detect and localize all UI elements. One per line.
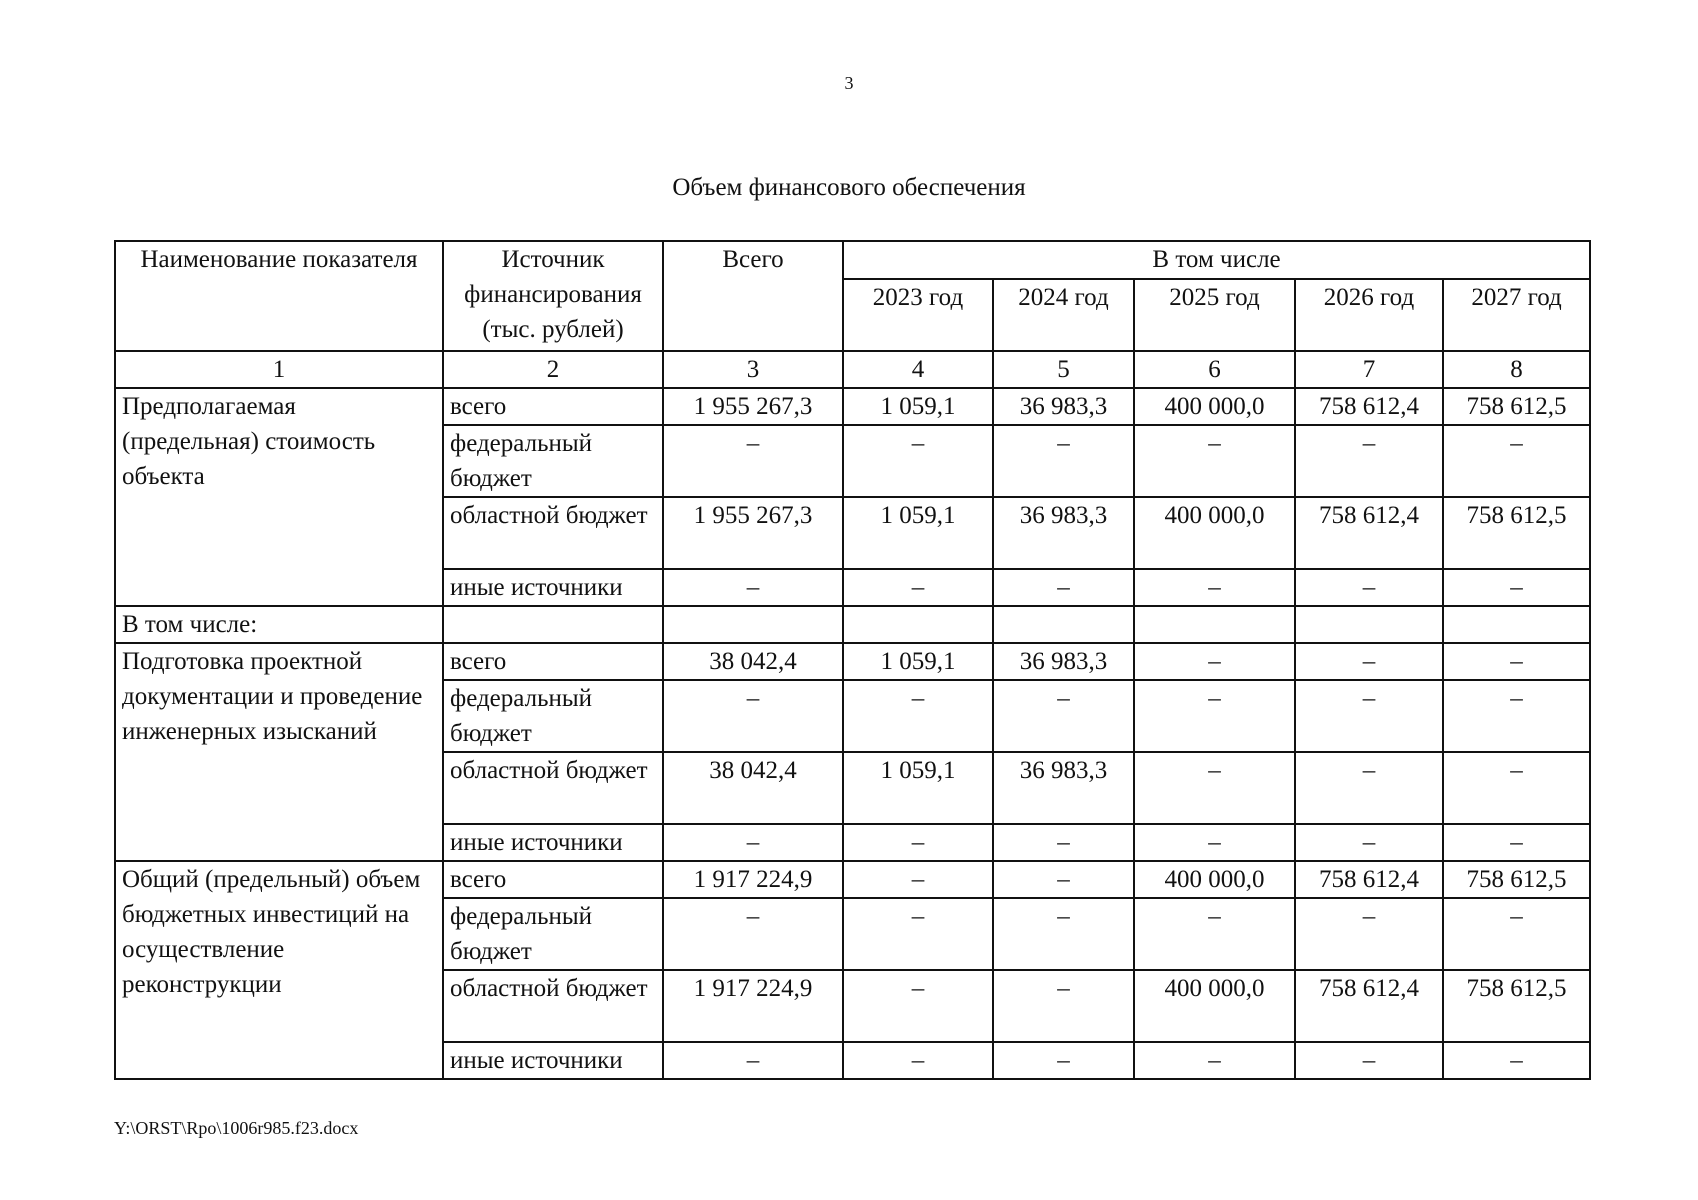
value-cell: 758 612,5 <box>1443 861 1590 898</box>
header-year: 2023 год <box>843 279 993 351</box>
value-cell: – <box>1295 425 1443 497</box>
value-cell: 758 612,4 <box>1295 970 1443 1042</box>
column-number: 7 <box>1295 351 1443 388</box>
empty-cell <box>663 606 843 643</box>
funding-source-cell: областной бюджет <box>443 970 663 1042</box>
value-cell: – <box>993 970 1134 1042</box>
value-cell: – <box>1443 680 1590 752</box>
subheading-cell: В том числе: <box>115 606 443 643</box>
value-cell: – <box>843 898 993 970</box>
value-cell: – <box>1134 898 1295 970</box>
funding-source-cell: федеральный бюджет <box>443 425 663 497</box>
value-cell: – <box>1134 752 1295 824</box>
value-cell: 1 059,1 <box>843 643 993 680</box>
value-cell: 1 955 267,3 <box>663 388 843 425</box>
value-cell: – <box>843 970 993 1042</box>
column-number: 4 <box>843 351 993 388</box>
column-number: 5 <box>993 351 1134 388</box>
value-cell: – <box>1134 680 1295 752</box>
column-number-row <box>115 351 1590 388</box>
table-row <box>115 861 1590 898</box>
value-cell: – <box>843 824 993 861</box>
header-total: Всего <box>663 241 843 351</box>
value-cell: – <box>1295 752 1443 824</box>
value-cell: 758 612,5 <box>1443 497 1590 569</box>
value-cell: 36 983,3 <box>993 643 1134 680</box>
value-cell: 758 612,5 <box>1443 970 1590 1042</box>
funding-source-cell: всего <box>443 643 663 680</box>
value-cell: – <box>1443 569 1590 606</box>
indicator-name-cell: Предполагаемая (предельная) стоимость объекта <box>115 388 443 606</box>
header-year: 2026 год <box>1295 279 1443 351</box>
value-cell: – <box>663 898 843 970</box>
indicator-name-cell: Общий (предельный) объем бюджетных инвестиций на осуществление реконструкции <box>115 861 443 1079</box>
header-including: В том числе <box>843 241 1590 279</box>
value-cell: 400 000,0 <box>1134 388 1295 425</box>
header-year: 2027 год <box>1443 279 1590 351</box>
value-cell: – <box>1295 898 1443 970</box>
value-cell: – <box>1134 824 1295 861</box>
empty-cell <box>1443 606 1590 643</box>
value-cell: – <box>843 425 993 497</box>
value-cell: – <box>993 569 1134 606</box>
value-cell: – <box>993 1042 1134 1079</box>
value-cell: 758 612,5 <box>1443 388 1590 425</box>
value-cell: – <box>843 680 993 752</box>
value-cell: – <box>1443 824 1590 861</box>
funding-source-cell: федеральный бюджет <box>443 680 663 752</box>
document-title: Объем финансового обеспечения <box>672 174 1026 201</box>
value-cell: 400 000,0 <box>1134 497 1295 569</box>
value-cell: 758 612,4 <box>1295 861 1443 898</box>
value-cell: – <box>1443 898 1590 970</box>
value-cell: 1 059,1 <box>843 388 993 425</box>
header-row <box>115 241 1590 279</box>
value-cell: – <box>993 425 1134 497</box>
table-row <box>115 643 1590 680</box>
value-cell: 1 917 224,9 <box>663 970 843 1042</box>
value-cell: – <box>1295 824 1443 861</box>
indicator-name-cell: Подготовка проектной документации и проведение инженерных изысканий <box>115 643 443 861</box>
funding-source-cell: всего <box>443 388 663 425</box>
value-cell: – <box>1134 1042 1295 1079</box>
empty-cell <box>443 606 663 643</box>
header-funding-source: Источник финансирования (тыс. рублей) <box>443 241 663 351</box>
value-cell: 1 955 267,3 <box>663 497 843 569</box>
value-cell: – <box>1295 1042 1443 1079</box>
value-cell: – <box>1443 643 1590 680</box>
empty-cell <box>1295 606 1443 643</box>
column-number: 3 <box>663 351 843 388</box>
value-cell: 36 983,3 <box>993 388 1134 425</box>
empty-cell <box>993 606 1134 643</box>
value-cell: – <box>1134 643 1295 680</box>
value-cell: 1 059,1 <box>843 497 993 569</box>
value-cell: – <box>1443 1042 1590 1079</box>
funding-source-cell: областной бюджет <box>443 497 663 569</box>
value-cell: 36 983,3 <box>993 752 1134 824</box>
column-number: 1 <box>115 351 443 388</box>
column-number: 2 <box>443 351 663 388</box>
value-cell: – <box>663 569 843 606</box>
value-cell: – <box>663 680 843 752</box>
value-cell: 38 042,4 <box>663 643 843 680</box>
financing-table <box>114 240 1591 1080</box>
value-cell: 758 612,4 <box>1295 497 1443 569</box>
value-cell: – <box>993 680 1134 752</box>
value-cell: – <box>843 569 993 606</box>
column-number: 8 <box>1443 351 1590 388</box>
value-cell: – <box>1443 425 1590 497</box>
header-indicator-name: Наименование показателя <box>115 241 443 351</box>
value-cell: 38 042,4 <box>663 752 843 824</box>
empty-cell <box>843 606 993 643</box>
funding-source-cell: иные источники <box>443 569 663 606</box>
funding-source-cell: иные источники <box>443 824 663 861</box>
subheading-row <box>115 606 1590 643</box>
page-number: 3 <box>844 73 854 93</box>
empty-cell <box>1134 606 1295 643</box>
value-cell: 1 917 224,9 <box>663 861 843 898</box>
value-cell: – <box>993 824 1134 861</box>
value-cell: – <box>663 425 843 497</box>
funding-source-cell: иные источники <box>443 1042 663 1079</box>
value-cell: – <box>1134 425 1295 497</box>
header-year: 2025 год <box>1134 279 1295 351</box>
table-row <box>115 388 1590 425</box>
value-cell: 400 000,0 <box>1134 970 1295 1042</box>
column-number: 6 <box>1134 351 1295 388</box>
funding-source-cell: областной бюджет <box>443 752 663 824</box>
value-cell: – <box>1134 569 1295 606</box>
value-cell: – <box>1295 680 1443 752</box>
value-cell: – <box>1443 752 1590 824</box>
value-cell: – <box>1295 569 1443 606</box>
value-cell: – <box>843 1042 993 1079</box>
value-cell: – <box>993 861 1134 898</box>
value-cell: 758 612,4 <box>1295 388 1443 425</box>
value-cell: – <box>1295 643 1443 680</box>
file-path-footer: Y:\ORST\Rpo\1006r985.f23.docx <box>114 1118 359 1138</box>
header-year: 2024 год <box>993 279 1134 351</box>
value-cell: 400 000,0 <box>1134 861 1295 898</box>
value-cell: 1 059,1 <box>843 752 993 824</box>
value-cell: – <box>993 898 1134 970</box>
value-cell: – <box>663 1042 843 1079</box>
value-cell: – <box>663 824 843 861</box>
funding-source-cell: всего <box>443 861 663 898</box>
funding-source-cell: федеральный бюджет <box>443 898 663 970</box>
value-cell: 36 983,3 <box>993 497 1134 569</box>
value-cell: – <box>843 861 993 898</box>
